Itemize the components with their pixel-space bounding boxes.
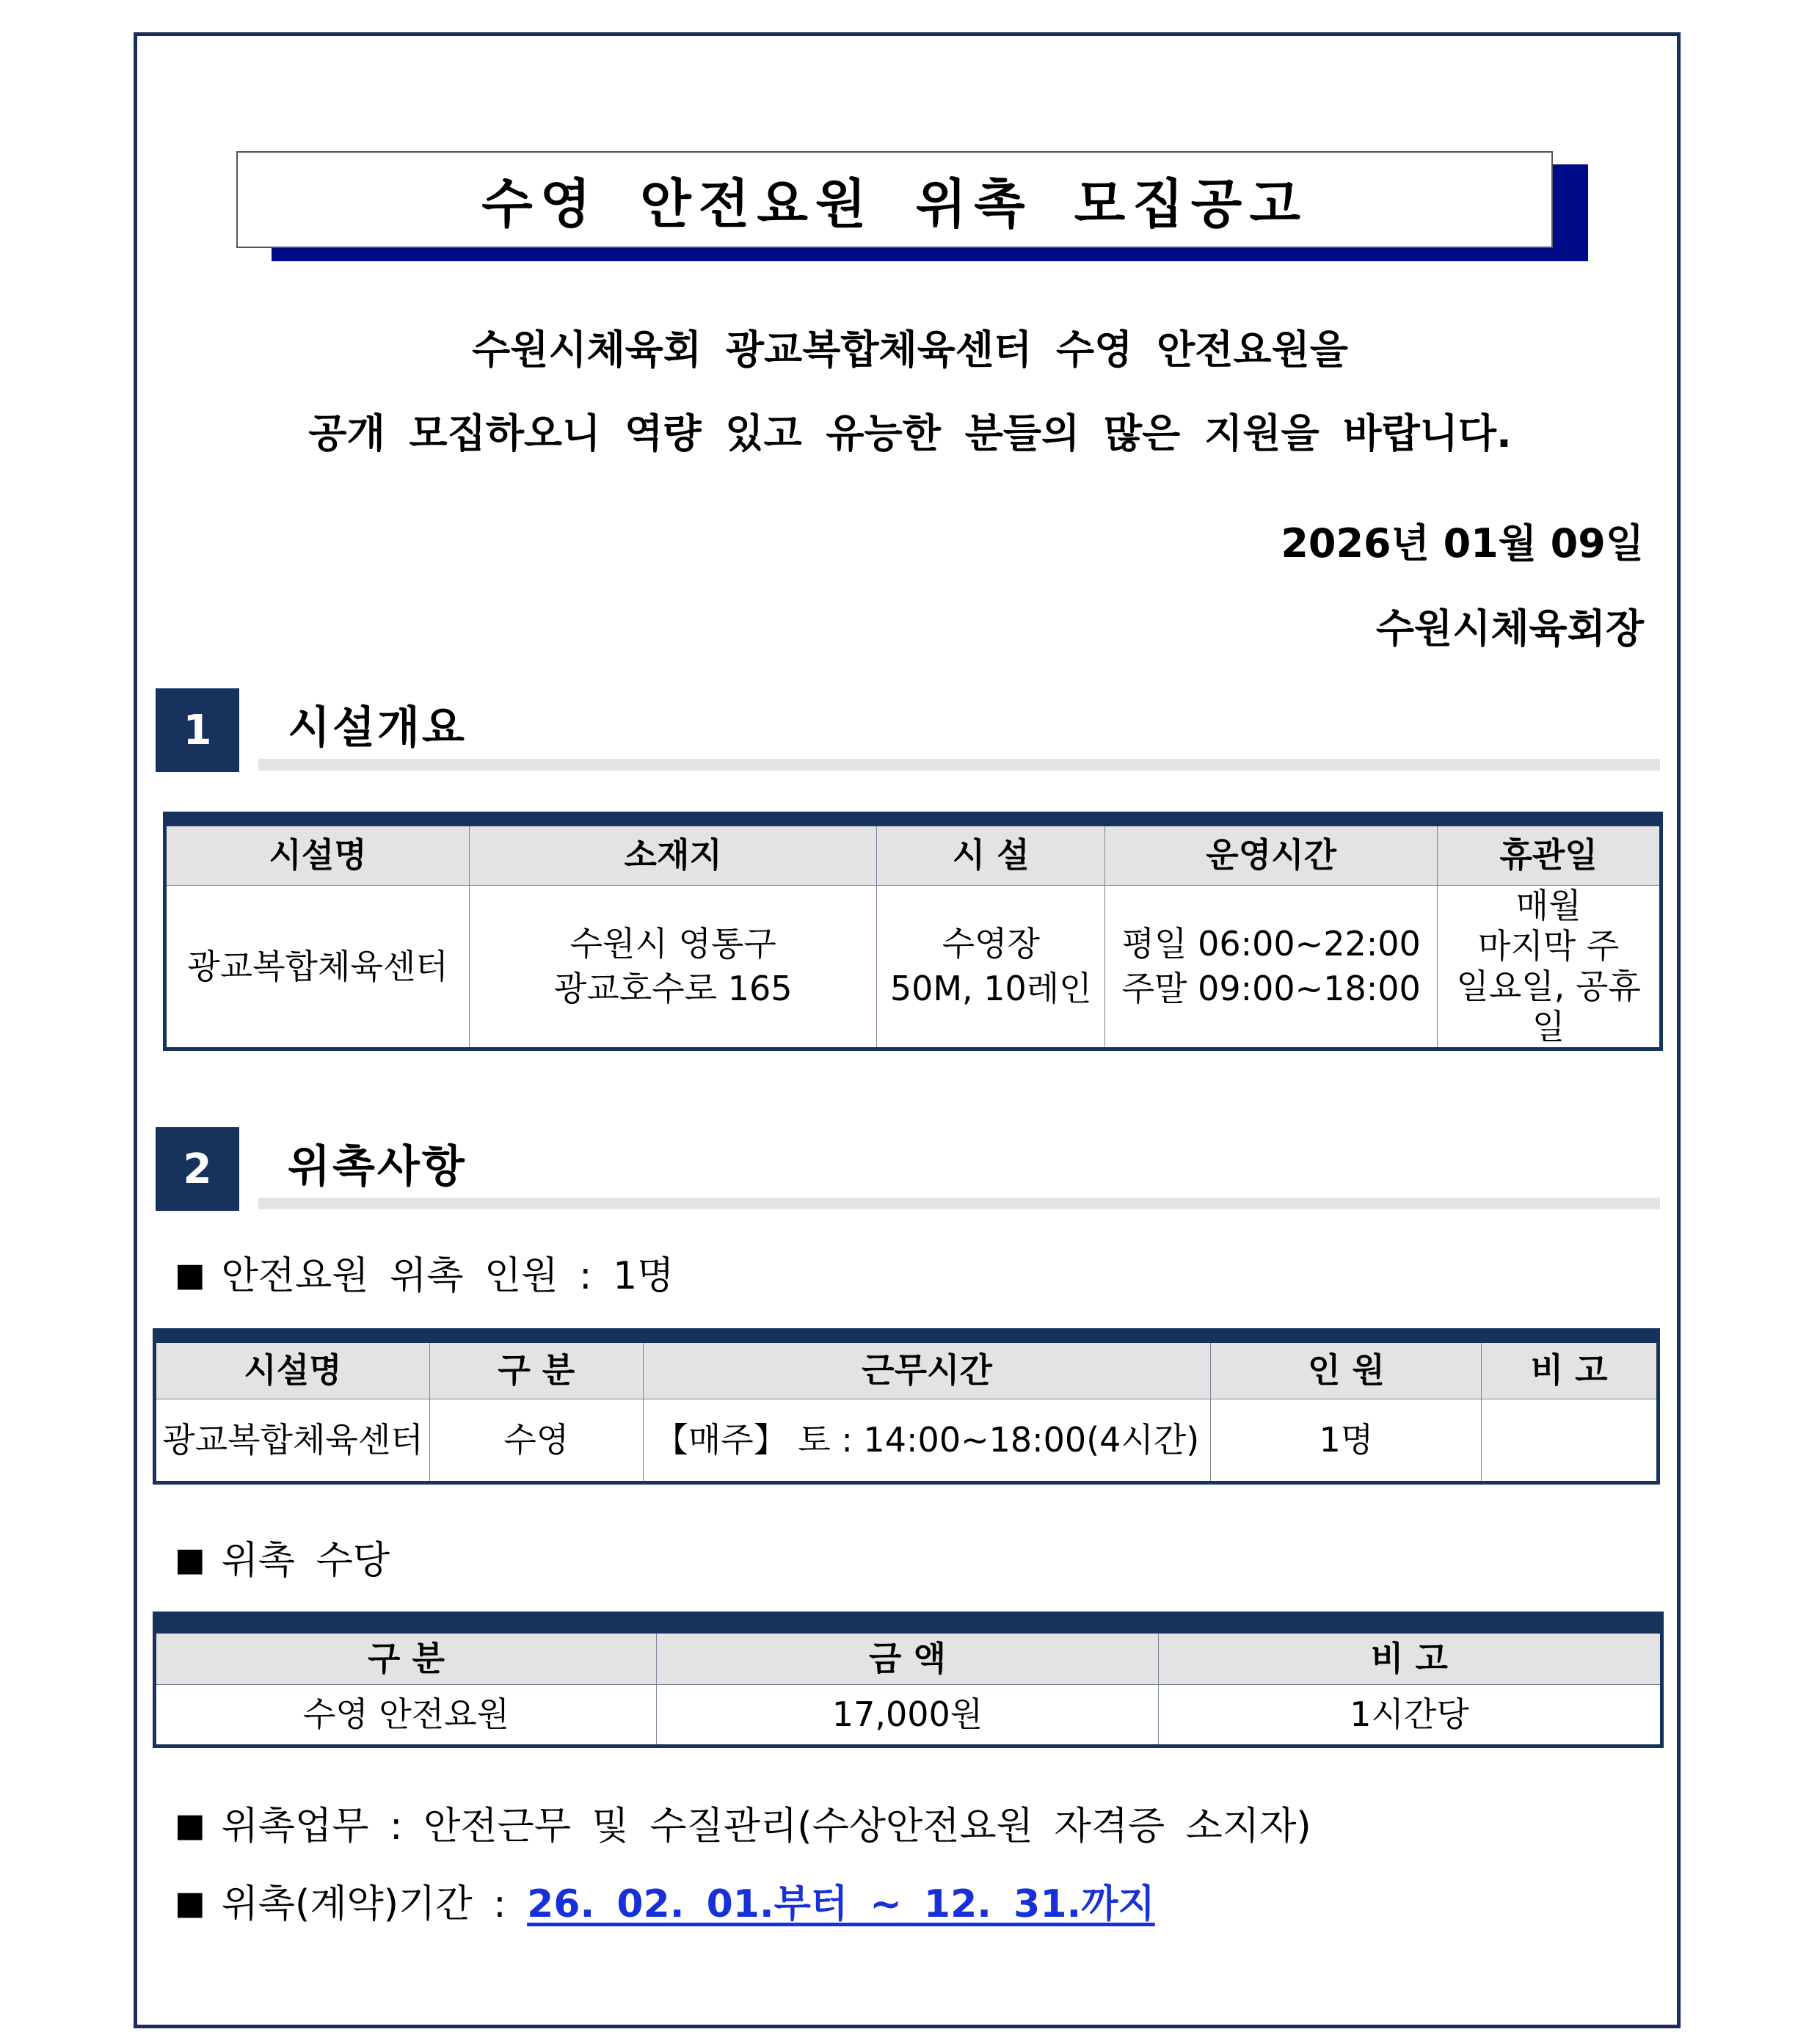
cell-closed-days bbox=[1438, 885, 1661, 1049]
allowance-table-header bbox=[155, 1623, 1662, 1684]
hours-weekend: 주말 09:00~18:00 bbox=[1121, 968, 1421, 1008]
facility-line-2: 50M, 10레인 bbox=[889, 968, 1092, 1008]
intro-line-1: 수원시체육회 광교복합체육센터 수영 안전요원을 bbox=[472, 327, 1348, 373]
header-facility: 시 설 bbox=[877, 819, 1105, 885]
cell-headcount: 1명 bbox=[1211, 1399, 1482, 1482]
header-headcount: 인 원 bbox=[1211, 1336, 1482, 1399]
header-location: 소재지 bbox=[470, 819, 877, 885]
header-category: 구 분 bbox=[429, 1336, 643, 1399]
bullet-staff-count-text: 안전요원 위촉 인원 : 1명 bbox=[221, 1254, 674, 1298]
hours-weekday: 평일 06:00~22:00 bbox=[1121, 924, 1421, 964]
bullet-duties bbox=[175, 1795, 1311, 1850]
header-remarks: 비 고 bbox=[1159, 1623, 1662, 1684]
cell-remarks: 1시간당 bbox=[1159, 1684, 1662, 1746]
cell-facility-name: 광교복합체육센터 bbox=[165, 885, 470, 1049]
cell-facility-name: 광교복합체육센터 bbox=[155, 1399, 430, 1482]
closed-line-3: 일요일, 공휴일 bbox=[1456, 966, 1641, 1047]
bullet-contract-period bbox=[175, 1873, 1155, 1928]
cell-category: 수영 bbox=[429, 1399, 643, 1482]
section-1-rule bbox=[258, 759, 1660, 771]
cell-work-hours: 【매주】 토 : 14:00~18:00(4시간) bbox=[643, 1399, 1211, 1482]
header-amount: 금 액 bbox=[657, 1623, 1159, 1684]
bullet-staff-count bbox=[175, 1245, 674, 1300]
bullet-square-icon: ■ bbox=[175, 1884, 205, 1922]
address-line-2: 광교호수로 165 bbox=[553, 968, 793, 1008]
header-remarks: 비 고 bbox=[1482, 1336, 1659, 1399]
assignment-table-header bbox=[155, 1336, 1659, 1399]
address-line-1: 수원시 영통구 bbox=[569, 924, 776, 964]
closed-line-2: 마지막 주 bbox=[1477, 925, 1620, 966]
table-row bbox=[155, 1399, 1659, 1482]
cell-hours bbox=[1105, 885, 1438, 1049]
notice-date: 2026년 01월 09일 bbox=[1281, 520, 1644, 567]
cell-facility bbox=[877, 885, 1105, 1049]
header-facility-name: 시설명 bbox=[155, 1336, 430, 1399]
section-1-number: 1 bbox=[156, 688, 239, 772]
intro-line-2: 공개 모집하오니 역량 있고 유능한 분들의 많은 지원을 바랍니다. bbox=[308, 410, 1512, 456]
contract-period-label: 위촉(계약)기간 : bbox=[221, 1882, 506, 1926]
section-2-rule bbox=[258, 1198, 1660, 1209]
cell-location bbox=[470, 885, 877, 1049]
cell-category: 수영 안전요원 bbox=[155, 1684, 657, 1746]
bullet-duties-text: 위촉업무 : 안전근무 및 수질관리(수상안전요원 자격증 소지자) bbox=[221, 1805, 1311, 1849]
bullet-square-icon: ■ bbox=[175, 1541, 205, 1578]
contract-period-dates: 26. 02. 01.부터 ~ 12. 31.까지 bbox=[527, 1882, 1155, 1926]
cell-amount: 17,000원 bbox=[657, 1684, 1159, 1746]
header-hours: 운영시간 bbox=[1105, 819, 1438, 885]
section-1-title: 시설개요 bbox=[288, 702, 467, 754]
issuer: 수원시체육회장 bbox=[1375, 605, 1644, 652]
header-closed-days: 휴관일 bbox=[1438, 819, 1661, 885]
closed-line-1: 매월 bbox=[1515, 885, 1581, 925]
page-title: 수영 안전요원 위촉 모집공고 bbox=[236, 151, 1553, 248]
bullet-square-icon: ■ bbox=[175, 1807, 205, 1844]
bullet-allowance-text: 위촉 수당 bbox=[221, 1539, 390, 1583]
facility-table bbox=[163, 812, 1663, 1051]
facility-line-1: 수영장 bbox=[942, 924, 1040, 964]
table-row bbox=[155, 1684, 1662, 1746]
section-2-number: 2 bbox=[156, 1127, 239, 1211]
header-work-hours: 근무시간 bbox=[643, 1336, 1211, 1399]
allowance-table bbox=[153, 1612, 1664, 1748]
header-facility-name: 시설명 bbox=[165, 819, 470, 885]
assignment-table bbox=[153, 1328, 1660, 1485]
cell-remarks bbox=[1482, 1399, 1659, 1482]
bullet-square-icon: ■ bbox=[175, 1256, 205, 1294]
table-row bbox=[165, 885, 1661, 1049]
header-category: 구 분 bbox=[155, 1623, 657, 1684]
section-2-title: 위촉사항 bbox=[288, 1141, 467, 1192]
bullet-allowance bbox=[175, 1529, 390, 1584]
facility-table-header bbox=[165, 819, 1661, 885]
